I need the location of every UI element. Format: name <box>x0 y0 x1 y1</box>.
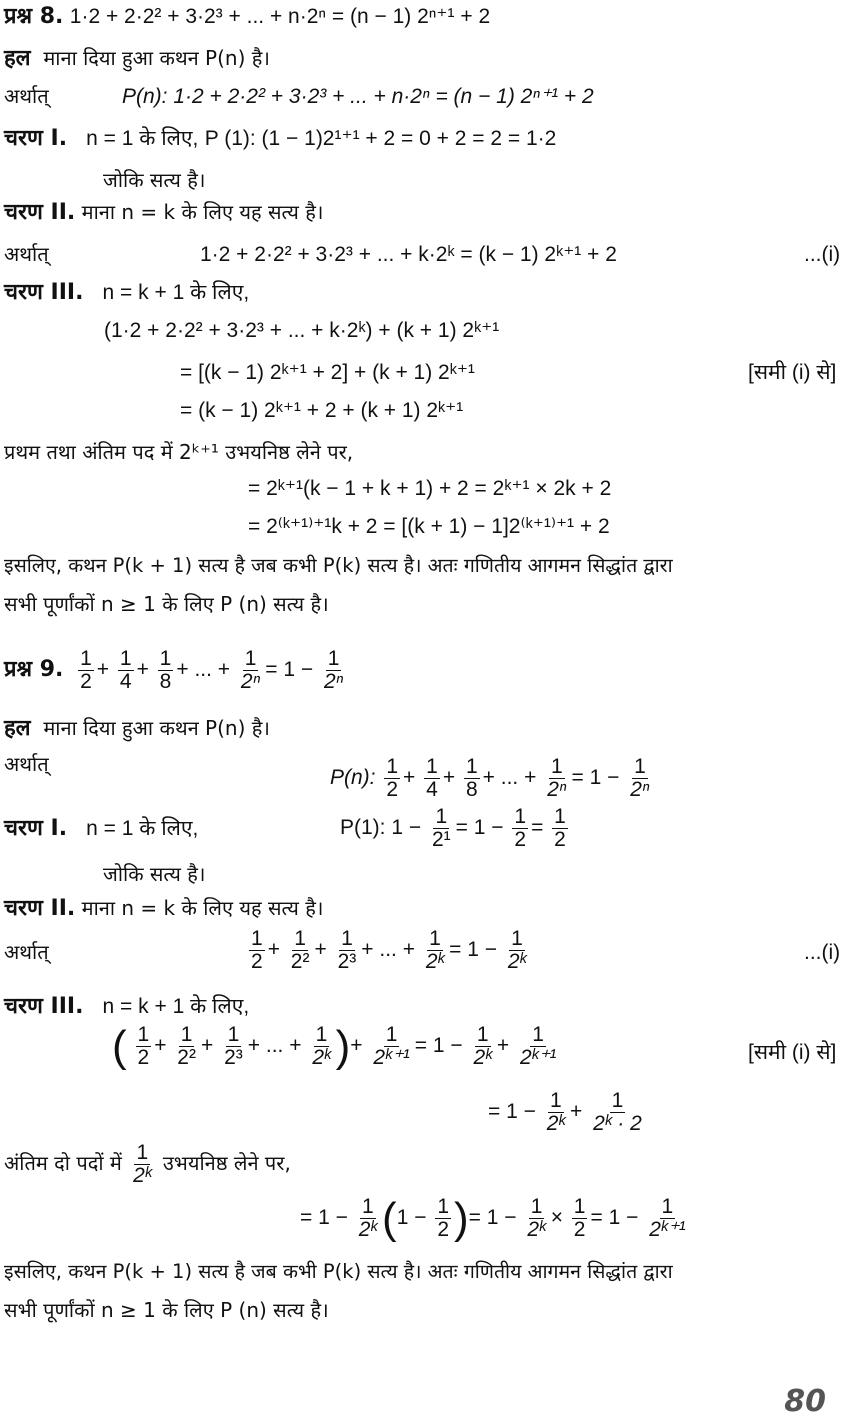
fraction-denominator: 4 <box>426 778 438 802</box>
q8-step1-condition: n = 1 के लिए, <box>86 127 199 150</box>
fraction-numerator: 1 <box>386 755 399 778</box>
q8-step3-line3: = (k − 1) 2ᵏ⁺¹ + 2 + (k + 1) 2ᵏ⁺¹ <box>180 399 464 422</box>
q8-step3-condition: n = k + 1 के लिए, <box>102 281 250 304</box>
q8-heading: प्रश्न 8. <box>4 4 64 29</box>
q9-heading: प्रश्न 9. <box>4 657 64 683</box>
fraction-numerator: 1 <box>437 1195 449 1218</box>
q8-arthat-1: अर्थात् <box>4 84 49 108</box>
q8-conclusion-line2: सभी पूर्णांकों n ≥ 1 के लिए P (n) सत्य है। <box>4 592 329 616</box>
q8-step3-line5: = 2⁽ᵏ⁺¹⁾⁺¹k + 2 = [(k + 1) − 1]2⁽ᵏ⁺¹⁾⁺¹ + 2 <box>248 515 610 538</box>
q8-pn-equation: P(n): 1·2 + 2·2² + 3·2³ + ... + n·2ⁿ = (n − 1) 2ⁿ⁺¹ + 2 <box>122 85 594 108</box>
fraction-denominator: 2ᵏ <box>425 950 445 974</box>
fraction-numerator: 1 <box>511 927 523 950</box>
fraction-numerator: 1 <box>327 647 340 670</box>
fraction-denominator: 2² <box>290 950 310 974</box>
q9-arthat-2: अर्थात् <box>4 940 49 964</box>
q9-step3-label: चरण III. <box>4 994 84 1019</box>
fraction-numerator: 1 <box>530 1195 543 1218</box>
fraction-numerator: 1 <box>315 1023 328 1046</box>
fraction-denominator: 2ᵏ <box>358 1218 378 1242</box>
fraction-denominator: 2 <box>80 670 92 694</box>
fraction-denominator: 2ᵏ <box>312 1046 331 1070</box>
fraction-numerator: 1 <box>435 805 448 828</box>
q8-step3-label: चरण III. <box>4 280 84 305</box>
fraction-denominator: 2ⁿ <box>630 778 650 802</box>
fraction-numerator: 1 <box>119 647 132 670</box>
fraction-denominator: 2ᵏ <box>527 1218 546 1242</box>
q8-hal-label: हल <box>4 46 31 71</box>
page-number: 80 <box>784 1384 826 1419</box>
q8-equation-tag: ...(i) <box>804 243 841 266</box>
q9-step2-text: माना n = k के लिए यह सत्य है। <box>81 896 324 920</box>
fraction-numerator: 1 <box>661 1195 674 1218</box>
q9-step3-reference: [समी (i) से] <box>748 1041 837 1064</box>
q9-equation-tag: ...(i) <box>804 941 841 964</box>
fraction-denominator: 2ᵏ <box>133 1164 152 1188</box>
q9-step3-line1: ( $\frac{1}{2}$ + $\frac{1}{\text{2²}}$ + $\frac{1}{\text{2³}}$ + ... + $\frac{1}{\text{2ᵏ}}$ )+ $\frac{1}{\text{2ᵏ⁺¹}}$ = 1 − $\frac{1}{\text{2ᵏ}}$ + $\frac{1}{\text{2ᵏ⁺¹}}$ <box>112 1021 557 1071</box>
fraction-numerator: 1 <box>426 755 438 778</box>
fraction-denominator: 2ᵏ · 2 <box>593 1112 642 1136</box>
q9-conclusion-line1: इसलिए, कथन P(k + 1) सत्य है जब कभी P(k) सत्य है। अतः गणितीय आगमन सिद्धांत द्वारा <box>4 1260 673 1283</box>
fraction-numerator: 1 <box>80 647 92 670</box>
q8-statement: 1·2 + 2·2² + 3·2³ + ... + n·2ⁿ = (n − 1) 2ⁿ⁺¹ + 2 <box>69 5 491 28</box>
q8-step2-label: चरण II. <box>4 200 76 225</box>
fraction-numerator: 1 <box>550 1089 562 1112</box>
q9-common-prefix: अंतिम दो पदों में <box>4 1151 122 1176</box>
q9-hal-label: हल <box>4 716 31 741</box>
fraction-numerator: 1 <box>554 805 566 828</box>
fraction-denominator: 2 <box>251 950 263 974</box>
q8-step2-text: माना n = k के लिए यह सत्य है। <box>81 200 324 224</box>
q8-hal-text: माना दिया हुआ कथन P(n) है। <box>43 46 270 70</box>
q9-step3-condition: n = k + 1 के लिए, <box>102 995 250 1018</box>
fraction-denominator: 2¹ <box>431 828 451 852</box>
q9-pn-prefix: P(n): <box>330 766 376 790</box>
fraction-numerator: 1 <box>465 755 478 778</box>
q8-step2-equation: 1·2 + 2·2² + 3·2³ + ... + k·2ᵏ = (k − 1) 2ᵏ⁺¹ + 2 <box>200 243 617 266</box>
fraction-denominator: 8 <box>159 670 172 694</box>
fraction-denominator: 2ᵏ⁺¹ <box>519 1046 557 1070</box>
q9-hal-text: माना दिया हुआ कथन P(n) है। <box>43 716 270 740</box>
q9-step1-condition: n = 1 के लिए, <box>86 817 199 840</box>
fraction-denominator: 2³ <box>337 950 357 974</box>
q8-step3-reference: [समी (i) से] <box>748 361 837 384</box>
q9-step1-prefix: P(1): 1 − <box>340 816 422 840</box>
fraction-numerator: 1 <box>227 1023 240 1046</box>
fraction-numerator: 1 <box>551 755 563 778</box>
fraction-denominator: 2ⁿ <box>323 670 344 694</box>
q9-step3-line3: = 1 − $\frac{1}{\text{2ᵏ}}$ (1 − $\frac{1}{2}$ )= 1 − $\frac{1}{\text{2ᵏ}}$ × $\frac{1}{2}$ = 1 − $\frac{1}{\text{2ᵏ⁺¹}}$ <box>300 1193 686 1243</box>
fraction-denominator: 2³ <box>224 1046 243 1070</box>
q9-step3-line2: = 1 − $\frac{1}{\text{2ᵏ}}$ + $\frac{1}{\text{2ᵏ · 2}}$ <box>488 1089 642 1136</box>
q8-conclusion-line1: इसलिए, कथन P(k + 1) सत्य है जब कभी P(k) सत्य है। अतः गणितीय आगमन सिद्धांत द्वारा <box>4 554 673 577</box>
q8-step1-equation: P (1): (1 − 1)2¹⁺¹ + 2 = 0 + 2 = 2 = 1·2 <box>204 127 557 150</box>
fraction-denominator: 8 <box>465 778 478 802</box>
fraction-denominator: 2ᵏ <box>473 1046 492 1070</box>
fraction-numerator: 1 <box>532 1023 544 1046</box>
fraction-numerator: 1 <box>180 1023 193 1046</box>
fraction-numerator: 1 <box>294 927 306 950</box>
q9-arthat-1: अर्थात् <box>4 752 49 776</box>
q8-step3-line4: = 2ᵏ⁺¹(k − 1 + k + 1) + 2 = 2ᵏ⁺¹ × 2k + 2 <box>248 477 612 500</box>
fraction-denominator: 2 <box>554 828 566 852</box>
fraction-denominator: 2ᵏ⁺¹ <box>373 1046 410 1070</box>
q8-common-factor-text: प्रथम तथा अंतिम पद में 2ᵏ⁺¹ उभयनिष्ठ लेने पर, <box>4 440 354 464</box>
fraction-numerator: 1 <box>244 647 257 670</box>
fraction-denominator: 2 <box>573 1218 586 1242</box>
q9-conclusion-line2: सभी पूर्णांकों n ≥ 1 के लिए P (n) सत्य है। <box>4 1298 329 1322</box>
fraction-denominator: 2² <box>177 1046 196 1070</box>
q8-step1-true: जोकि सत्य है। <box>103 168 206 192</box>
fraction-denominator: 2ᵏ <box>546 1112 566 1136</box>
fraction-numerator: 1 <box>137 1023 150 1046</box>
q8-step1-label: चरण I. <box>4 126 68 151</box>
fraction-numerator: 1 <box>429 927 441 950</box>
fraction-numerator: 1 <box>251 927 263 950</box>
fraction-numerator: 1 <box>385 1023 398 1046</box>
fraction-denominator: 2ᵏ⁺¹ <box>649 1218 686 1242</box>
q9-step1-equation: P(1): 1 − $\frac{1}{\text{2¹}}$ = 1 − $\frac{1}{2}$ = $\frac{1}{2}$ <box>340 805 566 852</box>
q9-step2-label: चरण II. <box>4 896 76 921</box>
q8-step3-line2: = [(k − 1) 2ᵏ⁺¹ + 2] + (k + 1) 2ᵏ⁺¹ <box>180 361 475 384</box>
fraction-denominator: 2ⁿ <box>547 778 567 802</box>
fraction-numerator: 1 <box>573 1195 586 1218</box>
fraction-numerator: 1 <box>476 1023 489 1046</box>
q9-step1-label: चरण I. <box>4 816 68 841</box>
fraction-denominator: 2 <box>386 778 399 802</box>
fraction-denominator: 2 <box>514 828 527 852</box>
fraction-numerator: 1 <box>341 927 353 950</box>
fraction-numerator: 1 <box>634 755 646 778</box>
q9-step2-equation: $\frac{1}{2}$ + $\frac{1}{\text{2²}}$ + $\frac{1}{\text{2³}}$ + ... + $\frac{1}{\text{2ᵏ}}$ = 1 − $\frac{1}{\text{2ᵏ}}$ <box>251 927 527 974</box>
fraction-denominator: 2 <box>437 1218 449 1242</box>
fraction-denominator: 4 <box>119 670 132 694</box>
fraction-numerator: 1 <box>514 805 527 828</box>
fraction-numerator: 1 <box>159 647 172 670</box>
fraction-denominator: 2ᵏ <box>507 950 527 974</box>
q8-arthat-2: अर्थात् <box>4 242 49 266</box>
q9-pn-equation: P(n): $\frac{1}{2}$ + $\frac{1}{4}$ + $\frac{1}{8}$ + ... + $\frac{1}{\text{2ⁿ}}$ = 1 − $\frac{1}{\text{2ⁿ}}$ <box>330 755 650 802</box>
fraction-numerator: 1 <box>362 1195 374 1218</box>
fraction-numerator: 1 <box>611 1089 624 1112</box>
q9-common-suffix: उभयनिष्ठ लेने पर, <box>162 1151 291 1176</box>
fraction-numerator: 1 <box>136 1141 149 1164</box>
fraction-denominator: 2 <box>137 1046 150 1070</box>
fraction-denominator: 2ⁿ <box>240 670 261 694</box>
q8-step3-line1: (1·2 + 2·2² + 3·2³ + ... + k·2ᵏ) + (k + 1) 2ᵏ⁺¹ <box>104 319 500 342</box>
q9-step1-true: जोकि सत्य है। <box>103 862 206 886</box>
